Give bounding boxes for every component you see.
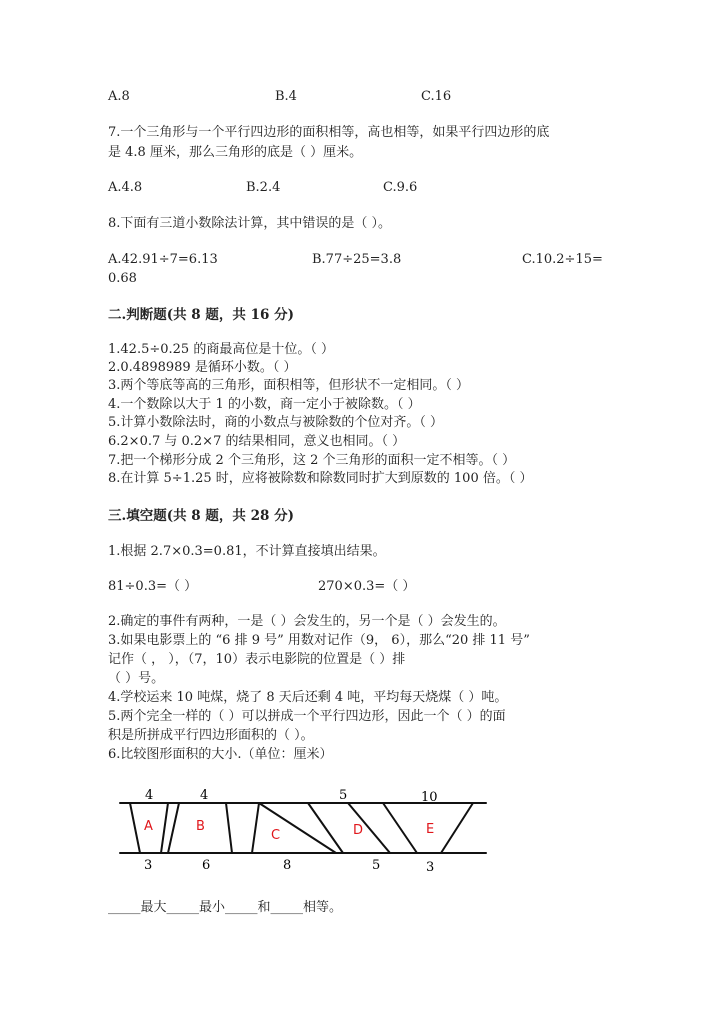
q6-option-a: A.8 — [108, 89, 130, 104]
q7-option-b: B.2.4 — [246, 180, 281, 195]
q8-text: 8.下面有三道小数除法计算，其中错误的是（ ）。 — [108, 216, 392, 231]
bottom-label-b: 6 — [202, 858, 211, 873]
q8-option-c-wrap: 0.68 — [108, 271, 137, 286]
q7-option-a: A.4.8 — [108, 180, 143, 195]
judge-item-7: 7.把一个梯形分成 2 个三角形，这 2 个三角形的面积一定不相等。（ ） — [108, 453, 516, 468]
q8-option-c: C.10.2÷15= — [522, 252, 603, 267]
judge-item-1: 1.42.5÷0.25 的商最高位是十位。（ ） — [108, 342, 334, 357]
judge-item-4: 4.一个数除以大于 1 的小数，商一定小于被除数。（ ） — [108, 397, 421, 412]
shape-a-left-edge — [130, 803, 140, 853]
judge-item-8: 8.在计算 5÷1.25 时，应将被除数和除数同时扩大到原数的 100 倍。（ ） — [108, 471, 533, 486]
bottom-label-c: 8 — [283, 858, 292, 873]
bottom-label-d: 5 — [372, 858, 381, 873]
area-comparison-figure — [118, 784, 490, 880]
section3-heading: 三.填空题(共 8 题，共 28 分) — [108, 508, 294, 524]
judge-item-3: 3.两个等底等高的三角形，面积相等，但形状不一定相同。（ ） — [108, 378, 470, 393]
judge-item-5: 5.计算小数除法时，商的小数点与被除数的个位对齐。（ ） — [108, 415, 444, 430]
shape-e-right-edge — [441, 803, 473, 853]
top-label-d: 5 — [339, 788, 348, 803]
fill-q3-line3: （ ）号。 — [108, 671, 165, 686]
shape-a-right-edge — [161, 803, 168, 853]
shape-label-d: D — [353, 823, 364, 838]
fill-q1: 1.根据 2.7×0.3=0.81，不计算直接填出结果。 — [108, 544, 386, 559]
bottom-label-e: 3 — [426, 860, 435, 875]
fill-q6-answer-line: _____最大_____最小_____和_____相等。 — [108, 900, 343, 915]
bottom-label-a: 3 — [144, 858, 153, 873]
top-label-e: 10 — [421, 790, 438, 805]
fill-q4: 4.学校运来 10 吨煤，烧了 8 天后还剩 4 吨，平均每天烧煤（ ）吨。 — [108, 690, 508, 705]
fill-q1-b: 270×0.3=（ ） — [318, 579, 416, 594]
q6-option-b: B.4 — [275, 89, 297, 104]
shape-b-right-edge — [226, 803, 232, 853]
q7-text-line2: 是 4.8 厘米，那么三角形的底是（ ）厘米。 — [108, 145, 363, 160]
fill-q5-line2: 积是所拼成平行四边形面积的（ ）。 — [108, 728, 314, 743]
fill-q3-line1: 3.如果电影票上的 “6 排 9 号” 用数对记作（9， 6），那么“20 排 11 号” — [108, 633, 530, 648]
shape-label-b: B — [196, 819, 205, 834]
fill-q3-line2: 记作（ ， ），（7，10）表示电影院的位置是（ ）排 — [108, 652, 406, 667]
shape-b-left-edge — [168, 803, 179, 853]
q7-option-c: C.9.6 — [383, 180, 418, 195]
shape-label-e: E — [426, 822, 435, 837]
fill-q6: 6.比较图形面积的大小.（单位：厘米） — [108, 747, 333, 762]
shape-c-left-edge — [252, 803, 259, 853]
q7-text-line1: 7.一个三角形与一个平行四边形的面积相等，高也相等，如果平行四边形的底 — [108, 125, 550, 140]
q6-option-c: C.16 — [421, 89, 452, 104]
section2-heading: 二.判断题(共 8 题，共 16 分) — [108, 307, 294, 323]
q8-option-b: B.77÷25=3.8 — [312, 252, 402, 267]
fill-q2: 2.确定的事件有两种，一是（ ）会发生的，另一个是（ ）会发生的。 — [108, 614, 506, 629]
fill-q1-a: 81÷0.3=（ ） — [108, 579, 198, 594]
top-label-b: 4 — [200, 788, 209, 803]
judge-item-6: 6.2×0.7 与 0.2×7 的结果相同，意义也相同。（ ） — [108, 434, 406, 449]
fill-q5-line1: 5.两个完全一样的（ ）可以拼成一个平行四边形，因此一个（ ）的面 — [108, 709, 506, 724]
shape-label-a: A — [144, 819, 153, 834]
q8-option-a: A.42.91÷7=6.13 — [108, 252, 218, 267]
shape-e-left-edge — [383, 803, 417, 853]
judge-item-2: 2.0.4898989 是循环小数。（ ） — [108, 360, 297, 375]
top-label-a: 4 — [145, 788, 154, 803]
shape-label-c: C — [271, 828, 281, 843]
